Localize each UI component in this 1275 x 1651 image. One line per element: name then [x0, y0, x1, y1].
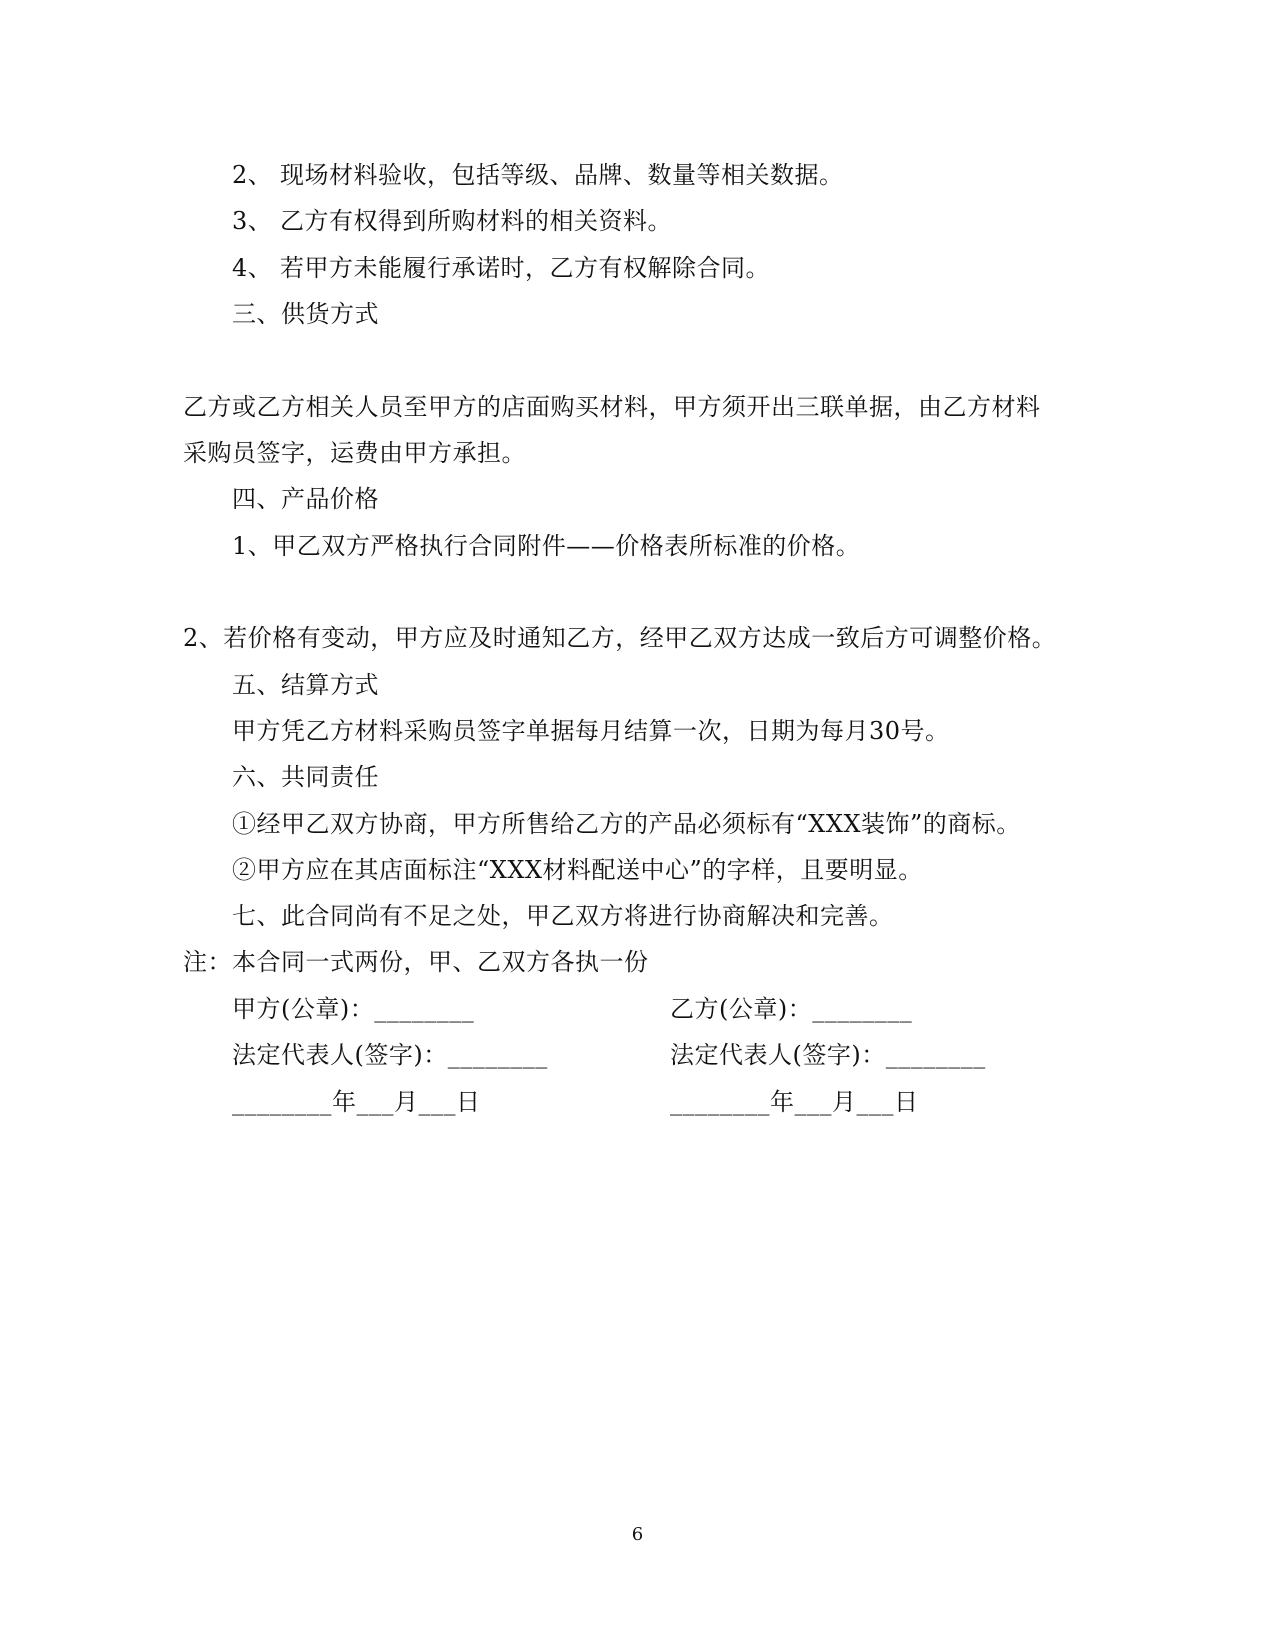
party-a-representative: 法定代表人(签字)：________	[232, 1041, 548, 1069]
section-heading-supply: 三、供货方式	[232, 300, 379, 328]
section-heading-price: 四、产品价格	[232, 485, 379, 513]
paragraph-supply-line2: 采购员签字，运费由甲方承担。	[183, 439, 526, 467]
list-item-text: 乙方有权得到所购材料的相关资料。	[280, 207, 672, 235]
price-item-2: 2、若价格有变动，甲方应及时通知乙方，经甲乙双方达成一致后方可调整价格。	[183, 624, 1057, 652]
section-heading-settlement: 五、结算方式	[232, 671, 379, 699]
list-item-number: 2、	[232, 161, 273, 189]
party-b-representative: 法定代表人(签字)：________	[670, 1041, 986, 1069]
price-item-1: 1、甲乙双方严格执行合同附件——价格表所标准的价格。	[232, 532, 861, 560]
list-item	[232, 206, 672, 236]
party-a-date: ________年___月___日	[232, 1088, 481, 1116]
list-item-text: 现场材料验收，包括等级、品牌、数量等相关数据。	[280, 161, 844, 189]
section-heading-responsibility: 六、共同责任	[232, 763, 379, 791]
list-item	[232, 253, 770, 283]
list-item-text: 若甲方未能履行承诺时，乙方有权解除合同。	[280, 254, 770, 282]
list-item-number: 4、	[232, 254, 273, 282]
settlement-text: 甲方凭乙方材料采购员签字单据每月结算一次，日期为每月30号。	[232, 717, 950, 745]
responsibility-item-1: ①经甲乙双方协商，甲方所售给乙方的产品必须标有“XXX装饰”的商标。	[232, 810, 1021, 838]
page-number: 6	[631, 1524, 644, 1545]
section-7-text: 七、此合同尚有不足之处，甲乙双方将进行协商解决和完善。	[232, 902, 894, 930]
note: 注：本合同一式两份，甲、乙双方各执一份	[183, 948, 649, 976]
responsibility-item-2: ②甲方应在其店面标注“XXX材料配送中心”的字样，且要明显。	[232, 856, 923, 884]
list-item-number: 3、	[232, 207, 273, 235]
list-item	[232, 160, 844, 190]
paragraph-supply-line1: 乙方或乙方相关人员至甲方的店面购买材料，甲方须开出三联单据，由乙方材料	[183, 393, 1041, 421]
party-b-date: ________年___月___日	[670, 1088, 919, 1116]
party-a-seal: 甲方(公章)：________	[232, 995, 475, 1023]
party-b-seal: 乙方(公章)：________	[670, 995, 913, 1023]
